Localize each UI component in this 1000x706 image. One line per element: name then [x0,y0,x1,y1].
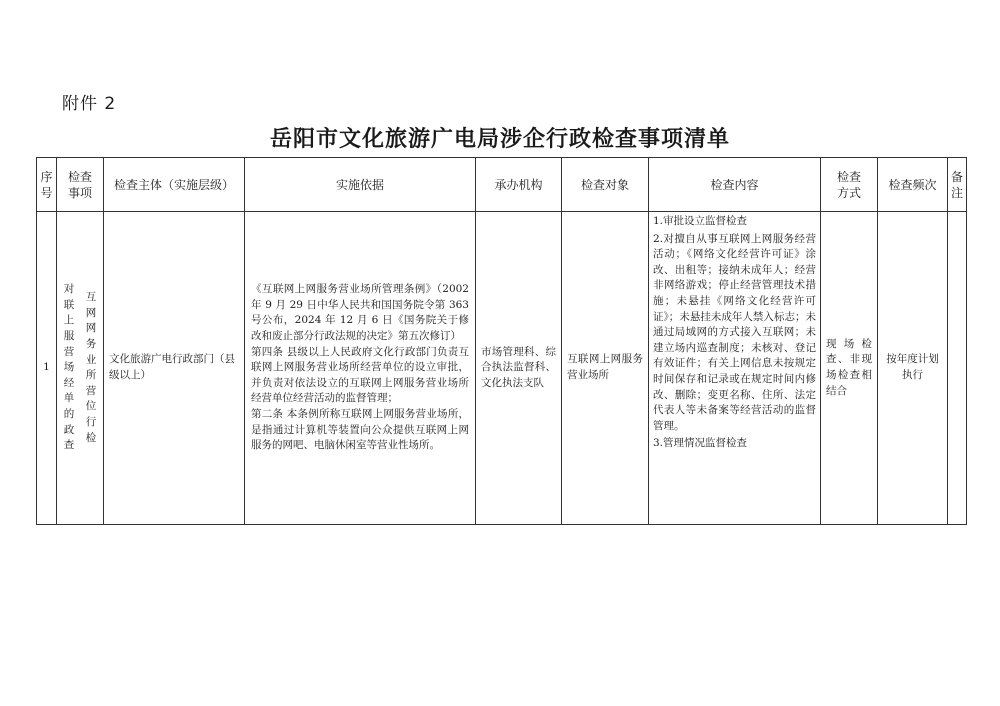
header-subject: 检查主体（实施层级） [104,158,245,212]
cell-basis [245,212,476,525]
header-basis: 实施依据 [245,158,476,212]
cell-org: 市场管理科、综合执法监督科、文化执法支队 [476,212,562,525]
basis-article-4: 第四条 县级以上人民政府文化行政部门负责互联网上网服务营业场所经营单位的设立审批，并负责对依法设立的互联网上网服务营业场所经营单位经营活动的监督管理； [251,345,469,405]
header-org: 承办机构 [476,158,562,212]
header-seq: 序号 [37,158,57,212]
table-header-row [37,158,967,212]
header-remark: 备注 [948,158,967,212]
cell-method: 现场检查、非现场检查相结合 [821,212,878,525]
cell-remark [948,212,967,525]
document-title: 岳阳市文化旅游广电局涉企行政检查事项清单 [269,126,730,152]
item-text-col1: 对联上服营场经单的政查 [63,283,75,452]
cell-content [649,212,821,525]
header-method: 检查方式 [821,158,878,212]
attachment-label: 附件 2 [62,94,117,114]
cell-item [57,212,104,525]
cell-frequency: 按年度计划执行 [878,212,948,525]
basis-article-2: 第二条 本条例所称互联网上网服务营业场所，是指通过计算机等装置向公众提供互联网上网服务的网吧、电脑休闲室等营业性场所。 [251,407,469,452]
cell-seq: 1 [37,212,57,525]
inspection-table [36,157,967,525]
header-target: 检查对象 [562,158,649,212]
table-row [37,212,967,525]
content-item-3: 3.管理情况监督检查 [653,437,748,450]
content-item-2: 2.对擅自从事互联网上网服务经营活动；《网络文化经营许可证》涂改、出租等；接纳未成年人；经营非网络游戏；停止经营管理技术措施；未悬挂《网络文化经营许可证》；未悬挂未成年人禁入标志；未通过局域网的方式接入互联网；未建立场内巡查制度；未核对、登记有效证件；有关上网信息未按规定时间保存和记录或在规定时间内修改、删除；变更名称、住所、法定代表人等未备案等经营活动的监督管理。 [653,232,816,432]
header-frequency: 检查频次 [878,158,948,212]
content-item-1: 1.审批设立监督检查 [653,215,748,227]
cell-target: 互联网上网服务营业场所 [562,212,649,525]
basis-regulation: 《互联网上网服务营业场所管理条例》（2002 年 9 月 29 日中华人民共和国国务院令第 363 号公布，2024 年 12 月 6 日《国务院关于修改和废止部分行政法规的决定》第五次修订） [251,283,469,343]
cell-subject: 文化旅游广电行政部门（县级以上） [104,212,245,525]
header-content: 检查内容 [649,158,821,212]
item-text-col2: 互网网务业所营位行检 [85,291,97,444]
header-item: 检查事项 [57,158,104,212]
